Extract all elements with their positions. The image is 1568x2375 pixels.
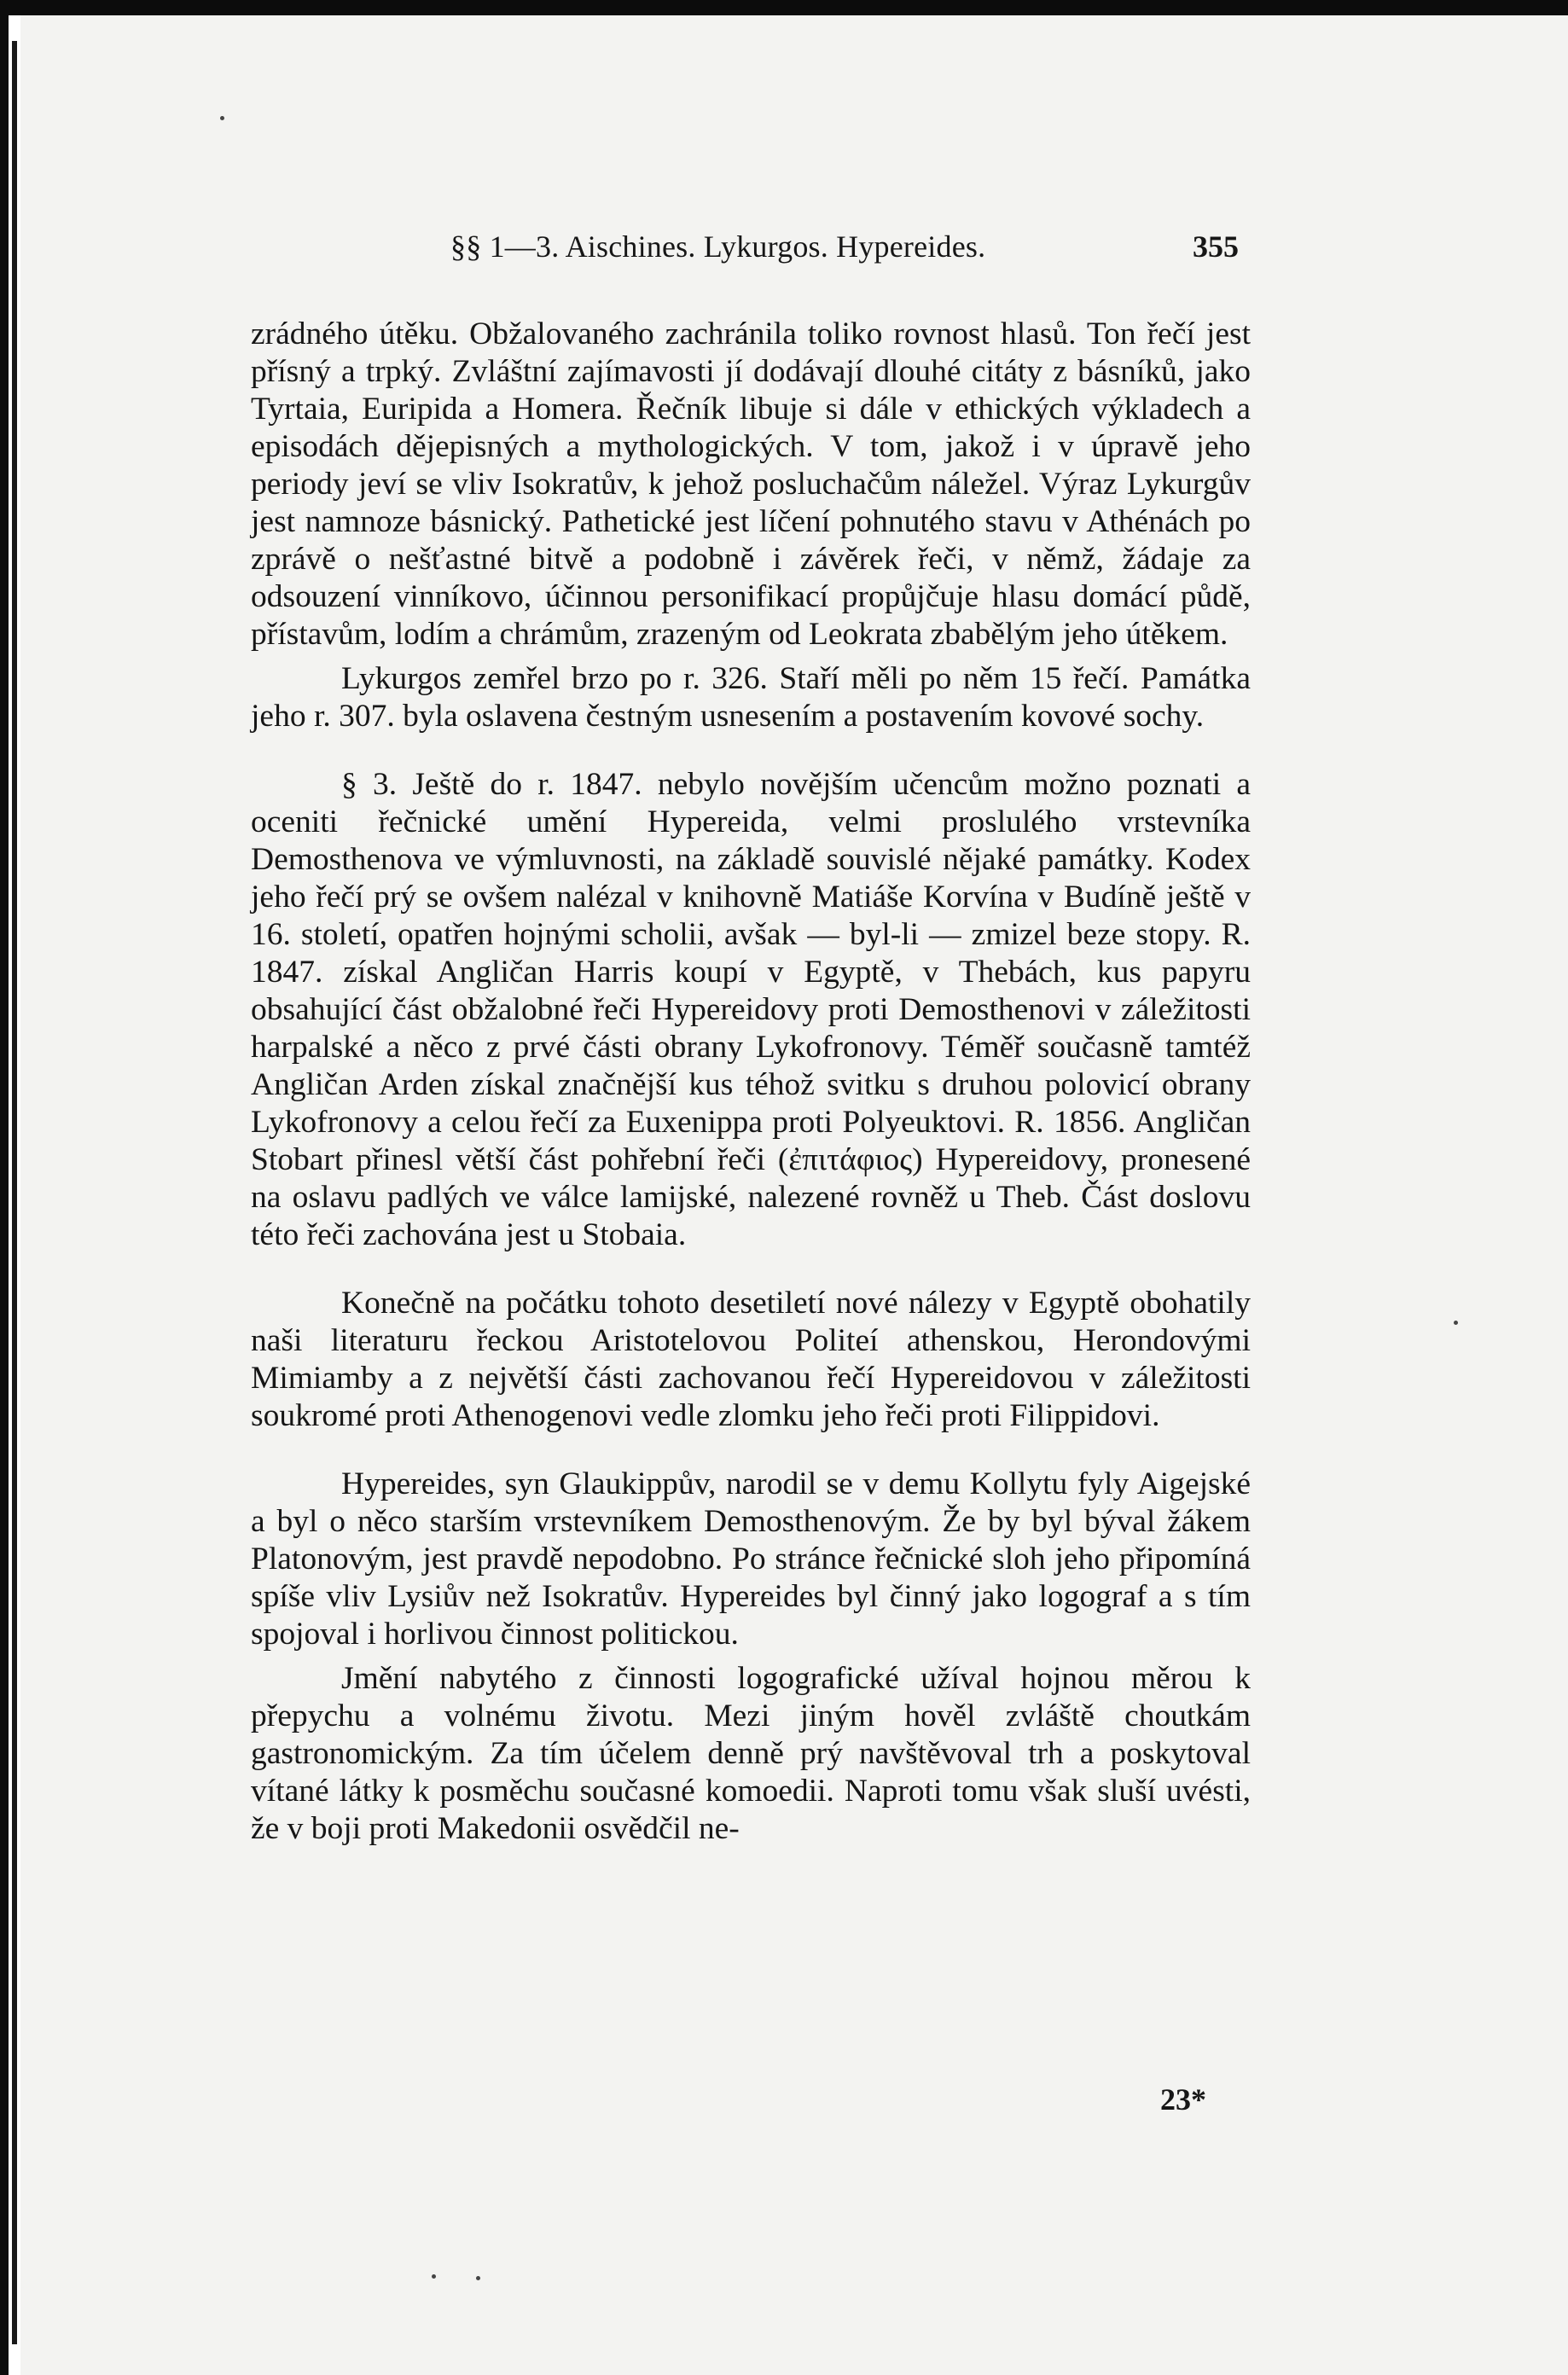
paragraph-1: zrádného útěku. Obžalovaného zachránila toliko rovnost hlasů. Ton řečí jest přísný a trpký. Zvláštní zajímavosti jí dodávají dlouhé citáty z básníků, jako Tyrtaia, Euripida a Homera. Řečník libuje si dále v ethických výkladech a episodách dějepisných a mythologických. V tom, jakož i v úpravě jeho periody jeví se vliv Isokratův, k jehož posluchačům náležel. Výraz Lykurgův jest namnoze básnický. Pathetické jest líčení pohnutého stavu v Athénách po zprávě o nešťastné bitvě a podobně i závěrek řeči, v němž, žádaje za odsouzení vinníkovo, účinnou personifikací propůjčuje hlasu domácí půdě, přístavům, lodím a chrámům, zrazeným od Leokrata zbabělým jeho útěkem. (251, 316, 1251, 652)
scan-speck (432, 2274, 436, 2279)
running-header (0, 229, 1568, 271)
header-title: §§ 1—3. Aischines. Lykurgos. Hypereides. (450, 229, 986, 264)
paragraph-3-section-3: § 3. Ještě do r. 1847. nebylo novějším učencům možno poznati a oceniti řečnické umění Hypereida, velmi proslulého vrstevníka Demosthenova ve výmluvnosti, na základě souvislé nějaké památky. Kodex jeho řečí prý se ovšem nalézal v knihovně Matiáše Korvína v Budíně ještě v 16. století, opatřen hojnými scholii, avšak — byl-li — zmizel beze stopy. R. 1847. získal Angličan Harris koupí v Egyptě, v Thebách, kus papyru obsahující část obžalobné řeči Hypereidovy proti Demosthenovi v záležitosti harpalské a něco z prvé části obrany Lykofronovy. Téměř současně tamtéž Angličan Arden získal značnější kus téhož svitku s druhou polovicí obrany Lykofronovy a celou řečí za Euxenippa proti Polyeuktovi. R. 1856. Angličan Stobart přinesl větší část pohřební řeči (ἐπιτάφιος) Hypereidovy, pronesené na oslavu padlých ve válce lamijské, nalezené rovněž u Theb. Část doslovu této řeči zachována jest u Stobaia. (251, 767, 1251, 1252)
signature-mark: 23* (1160, 2082, 1206, 2117)
scan-edge (9, 15, 20, 2375)
paragraph-5: Hypereides, syn Glaukippův, narodil se v demu Kollytu fyly Aigejské a byl o něco starším vrstevníkem Demosthenovým. Že by byl býval žákem Platonovým, jest pravdě nepodobno. Po stránce řečnické sloh jeho připomíná spíše vliv Lysiův než Isokratův. Hypereides byl činný jako logograf a s tím spojoval i horlivou činnost politickou. (251, 1466, 1251, 1652)
paragraph-6: Jmění nabytého z činnosti logografické užíval hojnou měrou k přepychu a volnému životu. Mezi jiným hověl zvláště choutkám gastronomickým. Za tím účelem denně prý navštěvoval trh a poskytoval vítané látky k posměchu současné komoedii. Naproti tomu však sluší uvésti, že v boji proti Makedonii osvědčil ne- (251, 1661, 1251, 1846)
paragraph-2: Lykurgos zemřel brzo po r. 326. Staří měli po něm 15 řečí. Památka jeho r. 307. byla oslavena čestným usnesením a postavením kovové sochy. (251, 661, 1251, 734)
page-number: 355 (1193, 229, 1239, 264)
body-text (251, 316, 1251, 1848)
scan-speck (476, 2276, 480, 2280)
paragraph-4: Konečně na počátku tohoto desetiletí nové nálezy v Egyptě obohatily naši literaturu řeckou Aristotelovou Politeí athenskou, Herondovými Mimiamby a z největší části zachovanou řečí Hypereidovou v záležitosti soukromé proti Athenogenovi vedle zlomku jeho řeči proti Filippidovi. (251, 1286, 1251, 1433)
scan-speck (220, 116, 224, 120)
scan-speck (1454, 1321, 1458, 1325)
